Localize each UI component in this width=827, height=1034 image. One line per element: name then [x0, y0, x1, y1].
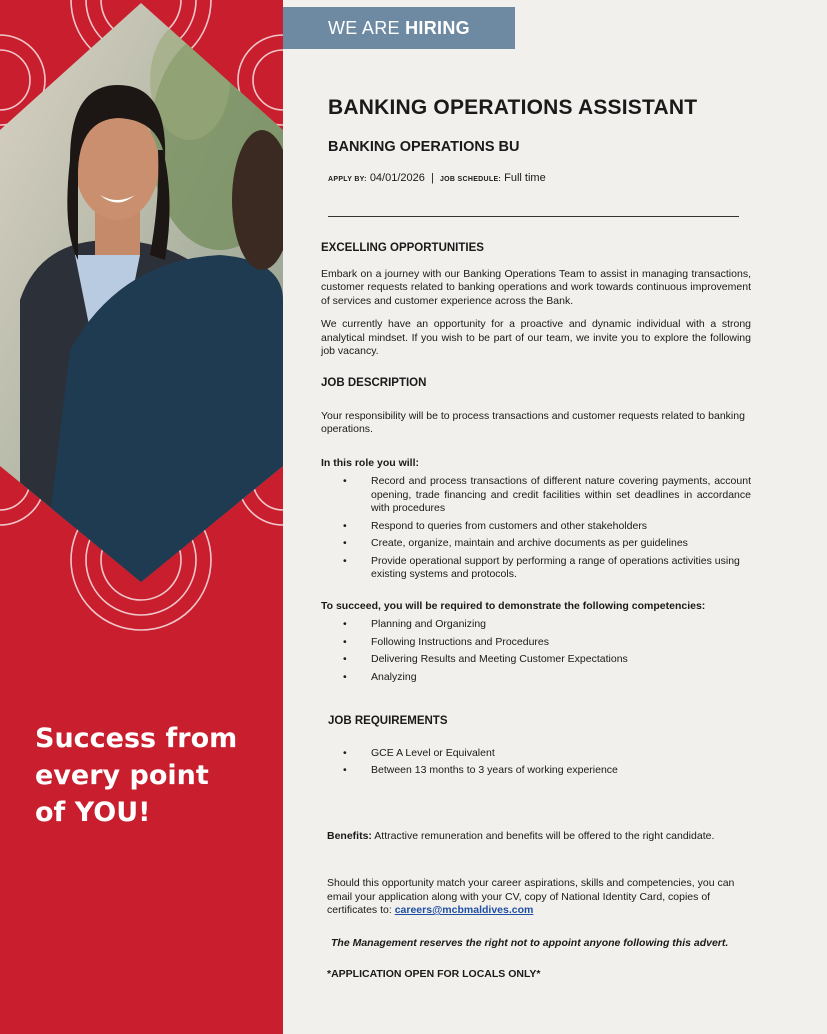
apply-by-label: APPLY BY: — [328, 176, 367, 183]
competency-lead: To succeed, you will be required to demonstrate the following competencies: — [321, 599, 706, 612]
competency-list — [321, 618, 751, 684]
decorative-photo-graphic — [0, 0, 283, 1034]
opportunities-section — [321, 242, 751, 359]
list-item: • Create, organize, maintain and archive documents as per guidelines — [321, 537, 751, 551]
divider — [328, 216, 739, 217]
list-item: • Planning and Organizing — [321, 618, 751, 632]
apply-by-date: 04/01/2026 — [369, 172, 425, 184]
business-unit: BANKING OPERATIONS BU — [328, 139, 520, 155]
tagline-line-3: of YOU! — [35, 797, 151, 828]
opportunities-paragraph-2: We currently have an opportunity for a proactive and dynamic individual with a strong analytical mindset. If you wish to be part of our team, we invite you to explore the following job vacancy. — [321, 318, 751, 357]
role-list — [321, 475, 751, 582]
management-note: The Management reserves the right not to appoint anyone following this advert. — [331, 937, 729, 949]
careers-email-link[interactable]: careers@mcbmaldives.com — [394, 904, 534, 916]
benefits-label: Benefits: — [327, 830, 372, 842]
tagline-line-1: Success from — [35, 723, 238, 754]
list-item: • Record and process transactions of different nature covering payments, account opening, trade financing and credit facilities within set deadlines in accordance with procedures — [321, 475, 751, 516]
benefits-section — [327, 830, 747, 844]
apply-text: Should this opportunity match your career aspirations, skills and competencies, you can email your application along with your CV, copy of National Identity Card, copies of certificates to: — [327, 877, 735, 916]
requirements-list — [321, 747, 758, 778]
list-item: • Following Instructions and Procedures — [321, 636, 751, 650]
list-item: • GCE A Level or Equivalent — [321, 747, 758, 761]
apply-section — [327, 877, 747, 918]
locals-note: *APPLICATION OPEN FOR LOCALS ONLY* — [327, 968, 541, 980]
schedule-value: Full time — [504, 172, 546, 184]
list-item: • Delivering Results and Meeting Customer Expectations — [321, 653, 751, 667]
opportunities-paragraph-1: Embark on a journey with our Banking Operations Team to assist in managing transactions, customer requests related to banking operations and work towards continuous improvement of services and customer experience across the Bank. — [321, 267, 751, 307]
opportunities-heading: EXCELLING OPPORTUNITIES — [321, 242, 484, 254]
red-side-panel — [0, 0, 283, 1034]
description-heading: JOB DESCRIPTION — [321, 377, 427, 389]
requirements-heading: JOB REQUIREMENTS — [328, 715, 448, 727]
job-title: BANKING OPERATIONS ASSISTANT — [328, 96, 698, 119]
hiring-prefix: WE ARE — [328, 18, 406, 38]
list-item: • Respond to queries from customers and other stakeholders — [321, 520, 751, 534]
list-item: • Provide operational support by performing a range of operations activities using existing systems and protocols. — [321, 555, 751, 582]
requirements-section — [328, 715, 758, 782]
list-item: • Analyzing — [321, 671, 751, 685]
tagline-line-2: every point — [35, 760, 209, 791]
description-section — [321, 377, 751, 688]
list-item: • Between 13 months to 3 years of working experience — [321, 764, 758, 778]
tagline — [35, 720, 237, 831]
job-meta — [328, 172, 546, 184]
schedule-label: JOB SCHEDULE: — [439, 176, 502, 183]
photo-woman-smiling — [0, 0, 283, 600]
description-text: Your responsibility will be to process transactions and customer requests related to banking operations. — [321, 409, 745, 435]
benefits-text: Attractive remuneration and benefits will be offered to the right candidate. — [374, 830, 715, 842]
meta-separator: | — [431, 172, 434, 184]
hiring-banner — [283, 7, 515, 49]
hiring-emphasis: HIRING — [405, 18, 470, 38]
role-lead: In this role you will: — [321, 456, 420, 469]
